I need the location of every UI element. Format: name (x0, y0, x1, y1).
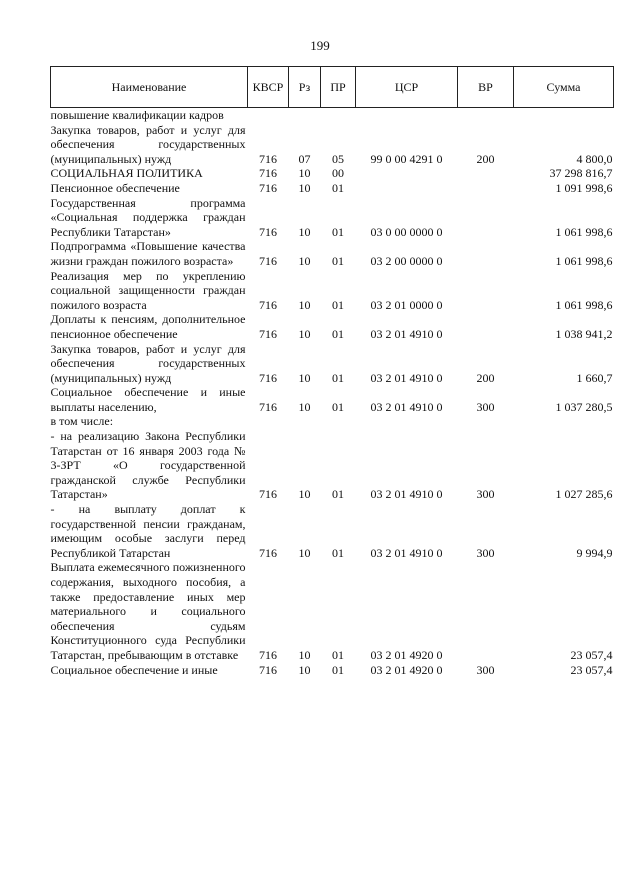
cell-kvsr: 716 (259, 487, 277, 502)
header-sum: Сумма (514, 67, 614, 108)
cell-kvsr: 716 (259, 224, 277, 239)
header-kvsr: КВСР (248, 67, 289, 108)
cell-sum: 1 038 941,2 (555, 326, 613, 341)
cell-csr (356, 166, 458, 181)
cell-csr: 03 2 01 4910 0 (370, 487, 443, 502)
cell-rz: 10 (298, 326, 311, 341)
cell-csr: 03 2 01 4910 0 (370, 326, 443, 341)
cell-vr (458, 269, 514, 313)
cell-kvsr: 716 (259, 370, 277, 385)
cell-pr: 01 (332, 224, 344, 239)
cell-csr: 03 2 01 0000 0 (370, 297, 443, 312)
cell-rz (289, 414, 321, 429)
cell-kvsr: 716 (259, 399, 277, 414)
cell-sum: 9 994,9 (576, 545, 613, 560)
cell-name: повышение квалификации кадров (50, 108, 224, 122)
cell-sum: 23 057,4 (570, 662, 613, 677)
table-row (51, 166, 614, 181)
cell-sum: 1 037 280,5 (555, 399, 613, 414)
header-name: Наименование (51, 67, 248, 108)
table-body (51, 108, 614, 678)
cell-rz: 10 (298, 224, 311, 239)
cell-kvsr (248, 108, 289, 123)
cell-kvsr: 716 (259, 166, 277, 181)
header-rz: Рз (289, 67, 321, 108)
cell-rz: 10 (298, 166, 311, 181)
cell-name: в том числе: (50, 414, 114, 429)
header-vr: ВР (458, 67, 514, 108)
cell-vr (458, 239, 514, 268)
cell-pr: 01 (332, 487, 344, 502)
cell-name: Доплаты к пенсиям, дополнительное пенсионное обеспечение (50, 312, 246, 341)
table-row (51, 269, 614, 313)
cell-pr: 00 (332, 166, 344, 181)
cell-csr: 03 2 01 4910 0 (370, 370, 443, 385)
table-row (51, 312, 614, 341)
table-row (51, 429, 614, 502)
cell-vr (458, 181, 514, 196)
cell-name: Пенсионное обеспечение (50, 180, 180, 195)
cell-vr: 300 (476, 662, 495, 677)
cell-csr: 03 2 00 0000 0 (370, 253, 443, 268)
cell-rz: 07 (298, 151, 311, 166)
cell-name: Государственная программа «Социальная поддержка граждан Республики Татарстан» (50, 195, 246, 239)
cell-pr: 01 (332, 399, 344, 414)
budget-table (50, 66, 614, 677)
cell-vr (458, 108, 514, 123)
cell-name: Выплата ежемесячного пожизненного содержания, выходного пособия, а также предоставление иных мер материального и социального обеспечения судьям Конституционного суда Республики Татарстан, пребывающим в отставке (50, 560, 246, 662)
table-header-row (51, 67, 614, 108)
cell-vr: 300 (476, 545, 495, 560)
cell-rz: 10 (298, 662, 311, 677)
cell-sum (514, 108, 614, 123)
table-row (51, 239, 614, 268)
cell-vr (458, 166, 514, 181)
cell-rz (289, 108, 321, 123)
table-row (51, 560, 614, 662)
cell-vr (458, 196, 514, 240)
table-row (51, 342, 614, 386)
cell-pr: 01 (332, 297, 344, 312)
cell-vr: 300 (476, 487, 495, 502)
cell-name: - на выплату доплат к государственной пенсии гражданам, имеющим особые заслуги перед Республикой Татарстан (50, 502, 246, 560)
header-csr: ЦСР (356, 67, 458, 108)
cell-pr: 05 (332, 151, 344, 166)
cell-sum: 1 091 998,6 (555, 180, 613, 195)
cell-pr: 01 (332, 180, 344, 195)
cell-rz: 10 (298, 180, 311, 195)
table-row (51, 108, 614, 123)
cell-csr: 03 2 01 4920 0 (370, 647, 443, 662)
cell-name: СОЦИАЛЬНАЯ ПОЛИТИКА (50, 166, 203, 181)
cell-vr: 200 (476, 370, 495, 385)
table-row (51, 414, 614, 429)
cell-csr: 03 2 01 4920 0 (370, 662, 443, 677)
cell-name: Закупка товаров, работ и услуг для обеспечения государственных (муниципальных) нужд (50, 341, 246, 385)
cell-sum (514, 414, 614, 429)
cell-name: Закупка товаров, работ и услуг для обеспечения государственных (муниципальных) нужд (50, 122, 246, 166)
cell-kvsr (248, 414, 289, 429)
cell-rz: 10 (298, 487, 311, 502)
cell-vr: 300 (476, 399, 495, 414)
cell-pr: 01 (332, 662, 344, 677)
cell-sum: 23 057,4 (570, 647, 613, 662)
cell-csr (356, 181, 458, 196)
cell-kvsr: 716 (259, 151, 277, 166)
cell-csr: 03 2 01 4910 0 (370, 399, 443, 414)
cell-pr (321, 414, 356, 429)
cell-kvsr: 716 (259, 253, 277, 268)
table-row (51, 123, 614, 167)
cell-kvsr: 716 (259, 326, 277, 341)
table-row (51, 385, 614, 414)
cell-kvsr: 716 (259, 545, 277, 560)
cell-vr (458, 312, 514, 341)
cell-rz: 10 (298, 370, 311, 385)
cell-pr: 01 (332, 370, 344, 385)
cell-name: Подпрограмма «Повышение качества жизни граждан пожилого возраста» (50, 239, 246, 268)
cell-name: Реализация мер по укреплению социальной защищенности граждан пожилого возраста (50, 268, 246, 312)
cell-rz: 10 (298, 647, 311, 662)
cell-kvsr: 716 (259, 180, 277, 195)
cell-csr (356, 108, 458, 123)
cell-vr (458, 414, 514, 429)
cell-csr: 03 0 00 0000 0 (370, 224, 443, 239)
cell-pr: 01 (332, 253, 344, 268)
cell-rz: 10 (298, 253, 311, 268)
table-row (51, 502, 614, 560)
table-row (51, 181, 614, 196)
header-pr: ПР (321, 67, 356, 108)
cell-name: Социальное обеспечение и иные (50, 662, 218, 677)
cell-sum: 37 298 816,7 (549, 166, 613, 181)
cell-csr: 03 2 01 4910 0 (370, 545, 443, 560)
page-number: 199 (310, 38, 330, 53)
cell-kvsr: 716 (259, 662, 277, 677)
cell-csr (356, 414, 458, 429)
cell-rz: 10 (298, 297, 311, 312)
table-row (51, 663, 614, 678)
cell-vr: 200 (476, 151, 495, 166)
cell-pr (321, 108, 356, 123)
cell-csr: 99 0 00 4291 0 (370, 151, 443, 166)
cell-pr: 01 (332, 545, 344, 560)
cell-sum: 4 800,0 (576, 151, 613, 166)
cell-vr (458, 560, 514, 662)
cell-sum: 1 660,7 (576, 370, 613, 385)
cell-sum: 1 061 998,6 (555, 224, 613, 239)
cell-rz: 10 (298, 545, 311, 560)
cell-name: Социальное обеспечение и иные выплаты населению, (50, 385, 246, 414)
cell-sum: 1 027 285,6 (555, 487, 613, 502)
cell-sum: 1 061 998,6 (555, 297, 613, 312)
cell-pr: 01 (332, 326, 344, 341)
cell-name: - на реализацию Закона Республики Татарстан от 16 января 2003 года № 3-ЗРТ «О государственной гражданской службе Республики Татарстан» (50, 429, 246, 502)
cell-pr: 01 (332, 647, 344, 662)
cell-rz: 10 (298, 399, 311, 414)
cell-kvsr: 716 (259, 647, 277, 662)
table-row (51, 196, 614, 240)
cell-kvsr: 716 (259, 297, 277, 312)
cell-sum: 1 061 998,6 (555, 253, 613, 268)
